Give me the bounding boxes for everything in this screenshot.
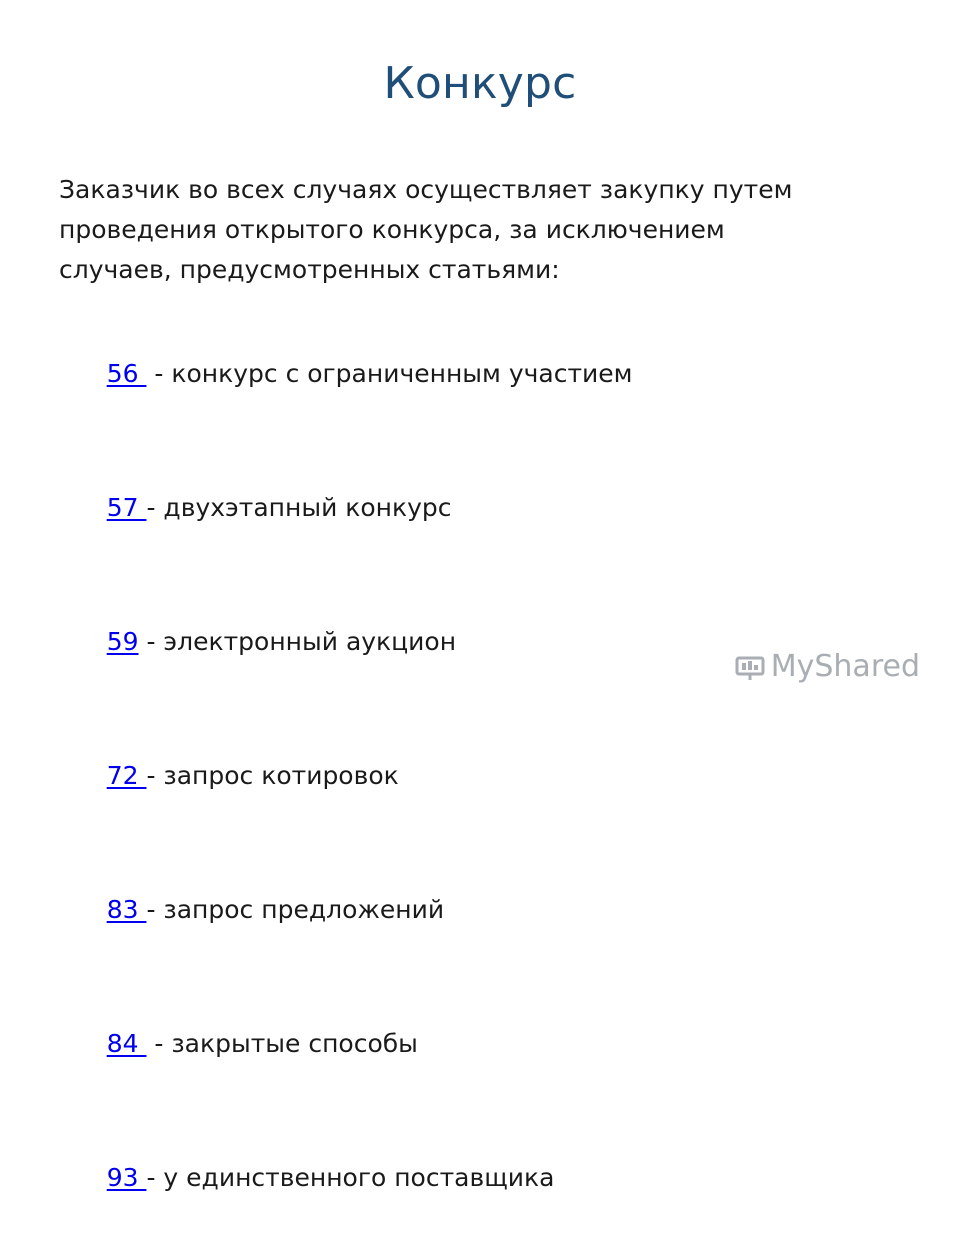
- article-link-57[interactable]: 57: [106, 493, 147, 522]
- article-link-93[interactable]: 93: [106, 1163, 147, 1192]
- list-item: [59, 710, 909, 842]
- article-description: - запрос котировок: [146, 761, 399, 790]
- article-link-83[interactable]: 83: [106, 895, 147, 924]
- list-item: [59, 978, 909, 1110]
- list-item: [59, 844, 909, 976]
- slide-title: Конкурс: [383, 58, 577, 109]
- slide-body: [59, 170, 909, 1246]
- article-description: - у единственного поставщика: [146, 1163, 555, 1192]
- article-link-84[interactable]: 84: [106, 1029, 147, 1058]
- article-description: - двухэтапный конкурс: [146, 493, 452, 522]
- watermark: [735, 649, 920, 684]
- article-description: - конкурс с ограниченным участием: [146, 359, 633, 388]
- watermark-text: MyShared: [770, 649, 920, 684]
- article-description: - закрытые способы: [146, 1029, 418, 1058]
- intro-text: Заказчик во всех случаях осуществляет закупку путем проведения открытого конкурса, за исключением случаев, предусмотренных статьями:: [59, 175, 793, 284]
- article-list: [59, 308, 909, 1244]
- list-item: [59, 308, 909, 440]
- article-description: - электронный аукцион: [138, 627, 457, 656]
- presentation-board-icon: [735, 654, 765, 680]
- list-item: [59, 1112, 909, 1244]
- article-link-59[interactable]: 59: [106, 627, 139, 656]
- list-item: [59, 576, 909, 708]
- list-item: [59, 442, 909, 574]
- article-link-72[interactable]: 72: [106, 761, 147, 790]
- article-link-56[interactable]: 56: [106, 359, 147, 388]
- article-description: - запрос предложений: [146, 895, 445, 924]
